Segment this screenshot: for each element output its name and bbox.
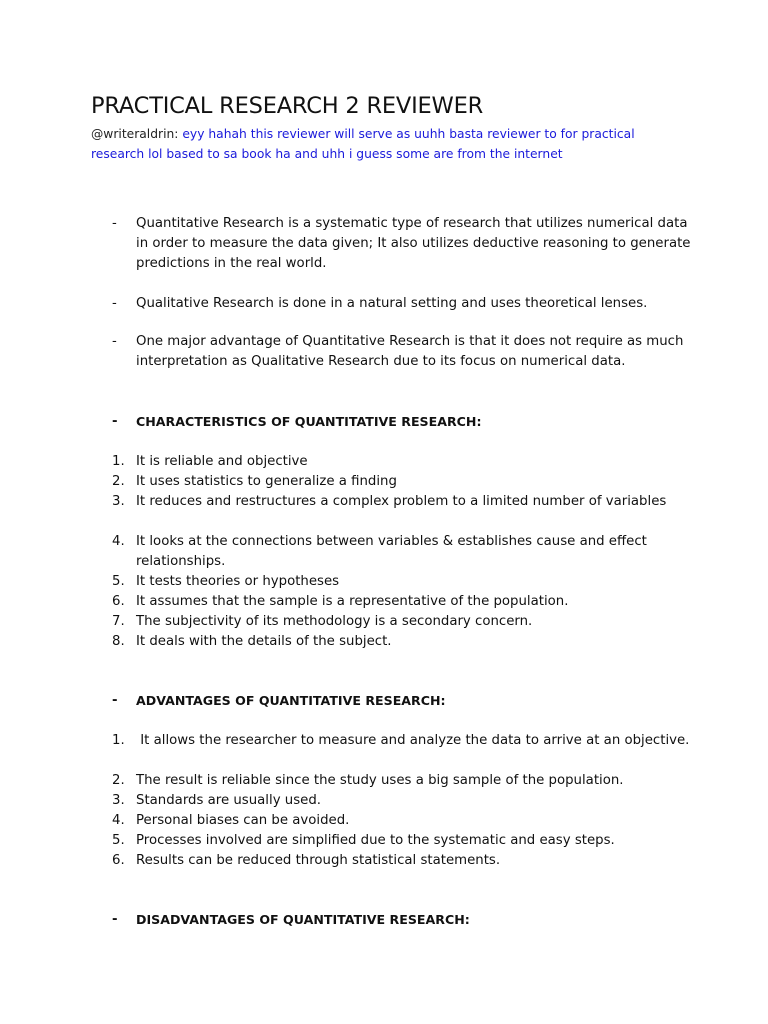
list-number: 8. [112,634,125,649]
list-text: It reduces and restructures a complex problem to a limited number of variables [136,494,667,509]
section-heading-text: DISADVANTAGES OF QUANTITATIVE RESEARCH: [136,912,470,927]
list-number: 3. [112,793,125,808]
list-number: 5. [112,833,125,848]
list-text: It uses statistics to generalize a finding [136,474,397,489]
list-text: It assumes that the sample is a representative of the population. [136,594,569,609]
author-handle: @writeraldrin: [91,127,179,141]
list-text: Standards are usually used. [136,793,321,808]
list-text: Processes involved are simplified due to the systematic and easy steps. [136,833,615,848]
list-text: The subjectivity of its methodology is a secondary concern. [136,614,533,629]
list-number: 6. [112,853,125,868]
heading-dash: - [112,693,118,708]
list-text: Personal biases can be avoided. [136,813,350,828]
list-text: It deals with the details of the subject. [136,634,392,649]
heading-dash: - [112,414,118,429]
list-number: 2. [112,474,125,489]
list-text: Results can be reduced through statistical statements. [136,853,501,868]
list-text: It tests theories or hypotheses [136,574,340,589]
list-number: 1. [112,733,125,748]
bullet-text: One major advantage of Quantitative Research is that it does not require as much interpretation as Qualitative Research due to its focus on numerical data. [136,334,684,369]
list-number: 6. [112,594,125,609]
bullet-dash: - [112,216,117,231]
list-number: 4. [112,813,125,828]
author-note-text: eyy hahah this reviewer will serve as uuhh basta reviewer to for practical research lol based to sa book ha and uhh i guess some are from the internet [91,127,635,161]
document-title: PRACTICAL RESEARCH 2 REVIEWER [91,93,484,119]
list-number: 5. [112,574,125,589]
heading-dash: - [112,912,118,927]
list-text: It looks at the connections between variables & establishes cause and effect relationships. [136,534,647,569]
list-text: The result is reliable since the study uses a big sample of the population. [136,773,624,788]
author-note [91,124,691,164]
list-text: It is reliable and objective [136,454,308,469]
section-heading-text: ADVANTAGES OF QUANTITATIVE RESEARCH: [136,693,446,708]
bullet-text: Qualitative Research is done in a natural setting and uses theoretical lenses. [136,296,648,311]
bullet-dash: - [112,296,117,311]
list-number: 1. [112,454,125,469]
list-number: 2. [112,773,125,788]
bullet-text: Quantitative Research is a systematic type of research that utilizes numerical data in order to measure the data given; It also utilizes deductive reasoning to generate predictions in the real world. [136,216,691,271]
list-number: 7. [112,614,125,629]
bullet-dash: - [112,334,117,349]
section-heading-text: CHARACTERISTICS OF QUANTITATIVE RESEARCH: [136,414,482,429]
list-number: 4. [112,534,125,549]
list-number: 3. [112,494,125,509]
list-text: It allows the researcher to measure and analyze the data to arrive at an objective. [136,733,690,748]
